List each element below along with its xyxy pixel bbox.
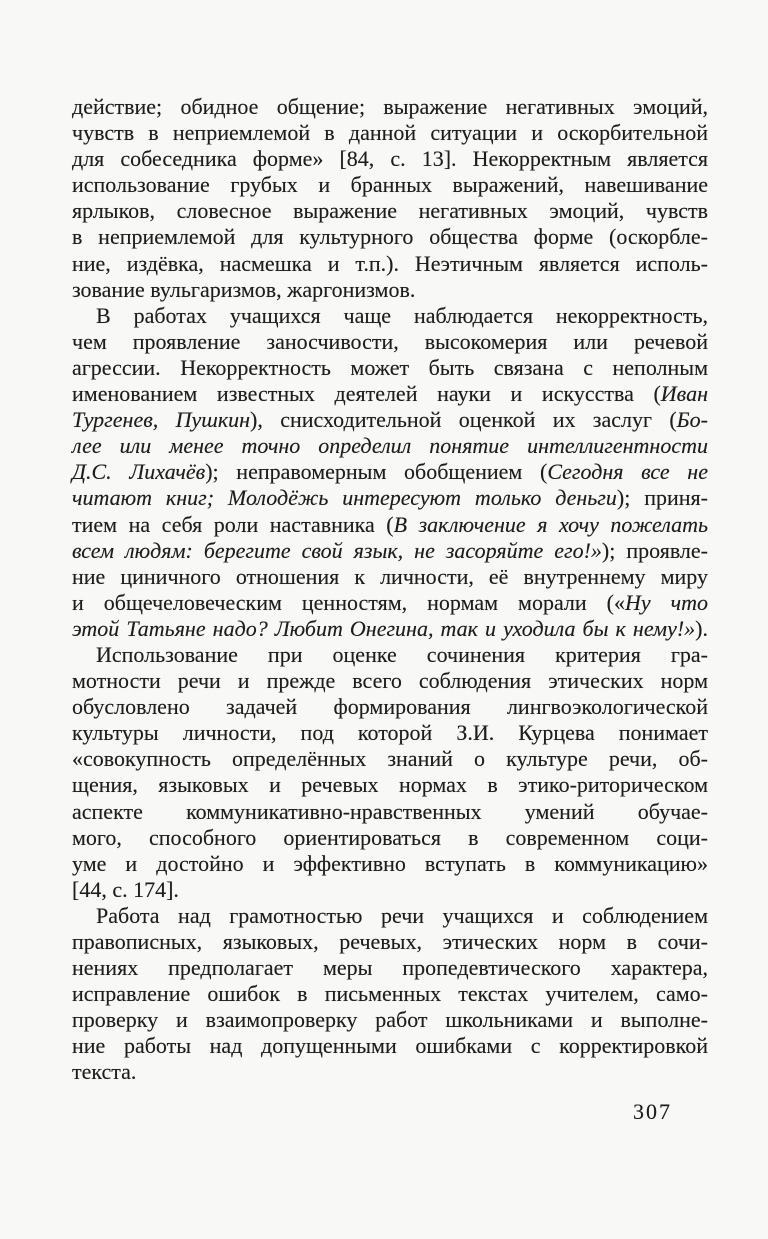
text-run: ); приня- [616,485,708,511]
italic-text-run: Иван [660,381,708,407]
text-run: Работа над грамотностью речи учащихся и соблюдением [96,902,708,928]
text-line [72,251,708,277]
text-run: чем проявление заносчивости, высокомерия или речевой [72,328,708,354]
text-run: проверку и взаимопроверку работ школьниками и выполне- [72,1007,708,1033]
text-run: аспекте коммуникативно-нравственных умений обучае- [72,798,708,824]
text-line [72,772,708,798]
text-line [72,303,708,329]
text-run: мого, способного ориентироваться в современном соци- [72,824,708,850]
text-line [72,929,708,955]
text-run: в неприемлемой для культурного общества форме (оскорбле- [72,224,708,250]
text-line [72,851,708,877]
page-number: 307 [633,1099,672,1124]
text-line [72,720,708,746]
text-run: ); неправомерным обобщением ( [205,459,548,485]
text-line [72,277,708,303]
text-line [72,120,708,146]
text-run: В работах учащихся чаще наблюдается некорректность, [96,302,708,328]
text-run: для собеседника форме» [84, с. 13]. Некорректным является [72,146,708,172]
text-run: тием на себя роли наставника ( [72,511,394,537]
text-line [72,903,708,929]
text-run: [44, с. 174]. [72,876,179,902]
text-line [72,1059,708,1085]
text-run: Использование при оценке сочинения критерия гра- [96,641,708,667]
text-line [72,407,708,433]
text-line [72,198,708,224]
text-line [72,746,708,772]
text-line [72,433,708,459]
text-run: нениях предполагает меры пропедевтического характера, [72,955,708,981]
text-run: ); проявле- [601,537,708,563]
text-run: зование вульгаризмов, жаргонизмов. [72,276,416,302]
text-run: агрессии. Некорректность может быть связана с неполным [72,354,708,380]
text-run: уме и достойно и эффективно вступать в коммуникацию» [72,850,708,876]
italic-text-run: лее или менее точно определил понятие интеллигентности [72,433,708,459]
text-line [72,381,708,407]
text-line [72,877,708,903]
italic-text-run: Д.С. Лихачёв [72,459,206,485]
text-run: именованием известных деятелей науки и искусства ( [72,381,661,407]
text-line [72,459,708,485]
italic-text-run: читают книг; Молодёжь интересуют только деньги [72,485,617,511]
text-run: обусловлено задачей формирования лингвоэкологической [72,694,708,720]
text-line [72,642,708,668]
text-line [72,512,708,538]
text-line [72,616,708,642]
italic-text-run: всем людям: берегите свой язык, не засоряйте его!» [72,537,602,563]
italic-text-run: В заключение я хочу пожелать [393,511,708,537]
text-line [72,224,708,250]
text-block [72,94,708,1086]
text-run: мотности речи и прежде всего соблюдения этических норм [72,668,708,694]
italic-text-run: этой Татьяне надо? Любит Онегина, так и уходила бы к нему!» [72,615,696,641]
text-run: культуры личности, под которой З.И. Курцева понимает [72,720,708,746]
text-run: ярлыков, словесное выражение негативных эмоций, чувств [72,198,708,224]
text-line [72,1033,708,1059]
text-run: текста. [72,1059,137,1085]
text-run: ние работы над допущенными ошибками с корректировкой [72,1033,708,1059]
text-line [72,1007,708,1033]
text-run: правописных, языковых, речевых, этических норм в сочи- [72,929,708,954]
text-run: «совокупность определённых знаний о культуре речи, об- [72,746,708,772]
italic-text-run: Тургенев, Пушкин [72,407,251,433]
text-line [72,955,708,981]
text-run: и общечеловеческим ценностям, нормам морали (« [72,589,625,615]
text-line [72,981,708,1007]
text-run: использование грубых и бранных выражений, навешивание [72,172,708,198]
text-run: ). [695,615,708,641]
italic-text-run: Бо- [676,407,708,433]
text-line [72,94,708,120]
italic-text-run: Ну что [624,589,708,615]
text-line [72,564,708,590]
text-line [72,668,708,694]
text-line [72,485,708,511]
text-run: ), снисходительной оценкой их заслуг ( [250,407,677,433]
text-run: исправление ошибок в письменных текстах учителем, само- [72,981,708,1007]
text-line [72,825,708,851]
text-line [72,590,708,616]
text-run: щения, языковых и речевых нормах в этико-риторическом [72,772,708,798]
text-line [72,694,708,720]
italic-text-run: Сегодня все не [547,459,708,485]
text-line [72,355,708,381]
text-line [72,538,708,564]
text-run: ние циничного отношения к личности, её внутреннему миру [72,563,708,589]
text-run: действие; обидное общение; выражение негативных эмоций, [72,94,708,119]
text-run: ние, издёвка, насмешка и т.п.). Неэтичным является исполь- [72,250,708,276]
text-line [72,799,708,825]
text-line [72,172,708,198]
text-line [72,329,708,355]
text-line [72,146,708,172]
text-run: чувств в неприемлемой в данной ситуации и оскорбительной [72,120,708,146]
